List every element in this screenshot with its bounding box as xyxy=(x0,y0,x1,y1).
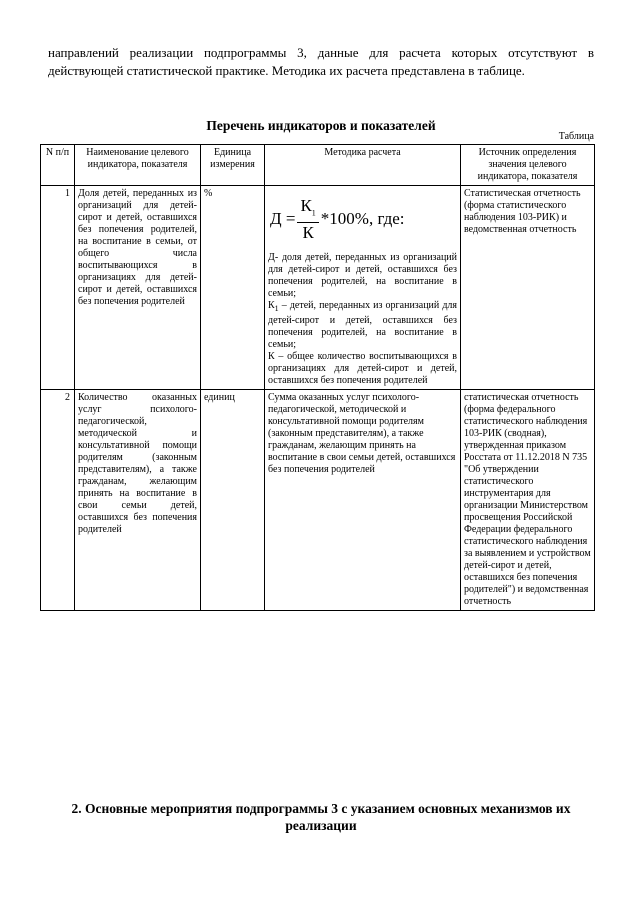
intro-paragraph: направлений реализации подпрограммы 3, данные для расчета которых отсутствуют в действующей статистической практике. Методика их расчета представлена в таблице. xyxy=(48,45,594,78)
definition-k1-text: – детей, переданных из организаций для детей-сирот и детей, оставшихся без попечения родителей, на воспитание в семьи; xyxy=(268,300,457,351)
table-label: Таблица xyxy=(558,131,594,142)
row-source: Статистическая отчетность (форма статистического наблюдения 103-РИК) и ведомственная отчетность xyxy=(461,186,595,390)
header-name: Наименование целевого индикатора, показателя xyxy=(75,145,201,186)
definition-k1 xyxy=(268,300,457,351)
definition-k1-symbol: К xyxy=(268,300,275,312)
formula-fraction xyxy=(297,196,318,242)
formula-numerator xyxy=(297,196,318,223)
row-source: статистическая отчетность (форма федерального статистического наблюдения 103-РИК (сводная), утвержденная приказом Росстата от 11.12.2018 N 735 "Об утверждении статистического инструментария для организации Министерством просвещения Российской Федерации федерального статистического наблюдения за выявлением и устройством детей-сирот и детей, оставшихся без попечения родителей") и ведомственная отчетность xyxy=(461,390,595,611)
table-row xyxy=(41,186,595,390)
formula xyxy=(270,196,457,242)
row-unit: % xyxy=(201,186,265,390)
table-header-row xyxy=(41,145,595,186)
formula-numerator-base: К xyxy=(300,196,312,215)
definition-k: К – общее количество воспитывающихся в организациях для детей-сирот и детей, оставшихся без попечения родителей xyxy=(268,351,457,387)
header-source: Источник определения значения целевого индикатора, показателя xyxy=(461,145,595,186)
row-name: Количество оказанных услуг психолого-педагогической, методической и консультативной помощи родителям (законным представителям), а также гражданам, желающим принять на воспитание в свои семьи детей, оставшихся без попечения родителей xyxy=(75,390,201,611)
header-method: Методика расчета xyxy=(265,145,461,186)
formula-numerator-sub: 1 xyxy=(311,208,316,218)
row-num: 1 xyxy=(41,186,75,390)
row-method xyxy=(265,186,461,390)
section-title: 2. Основные мероприятия подпрограммы 3 с указанием основных механизмов их реализации xyxy=(71,801,571,833)
row-unit: единиц xyxy=(201,390,265,611)
header-unit: Единица измерения xyxy=(201,145,265,186)
row-name: Доля детей, переданных из организаций для детей-сирот и детей, оставшихся без попечения родителей, на воспитание в семьи, от общего числа воспитывающихся в организациях для детей-сирот и детей, оставшихся без попечения родителей xyxy=(75,186,201,390)
formula-denominator: К xyxy=(302,223,314,243)
formula-rhs: *100%, где: xyxy=(320,209,405,229)
header-num: N п/п xyxy=(41,145,75,186)
formula-lhs: Д = xyxy=(270,209,296,229)
table-row xyxy=(41,390,595,611)
definition-k1-sub: 1 xyxy=(274,304,279,314)
table-title: Перечень индикаторов и показателей xyxy=(206,118,436,133)
row-num: 2 xyxy=(41,390,75,611)
indicators-table xyxy=(40,144,595,611)
definition-d: Д- доля детей, переданных из организаций для детей-сирот и детей, оставшихся без попечения родителей, на воспитание в семьи; xyxy=(268,252,457,300)
row-method: Сумма оказанных услуг психолого-педагогической, методической и консультативной помощи родителям (законным представителям), а также гражданам, желающим принять на воспитание в свои семьи детей, оставшихся без попечения родителей xyxy=(265,390,461,611)
